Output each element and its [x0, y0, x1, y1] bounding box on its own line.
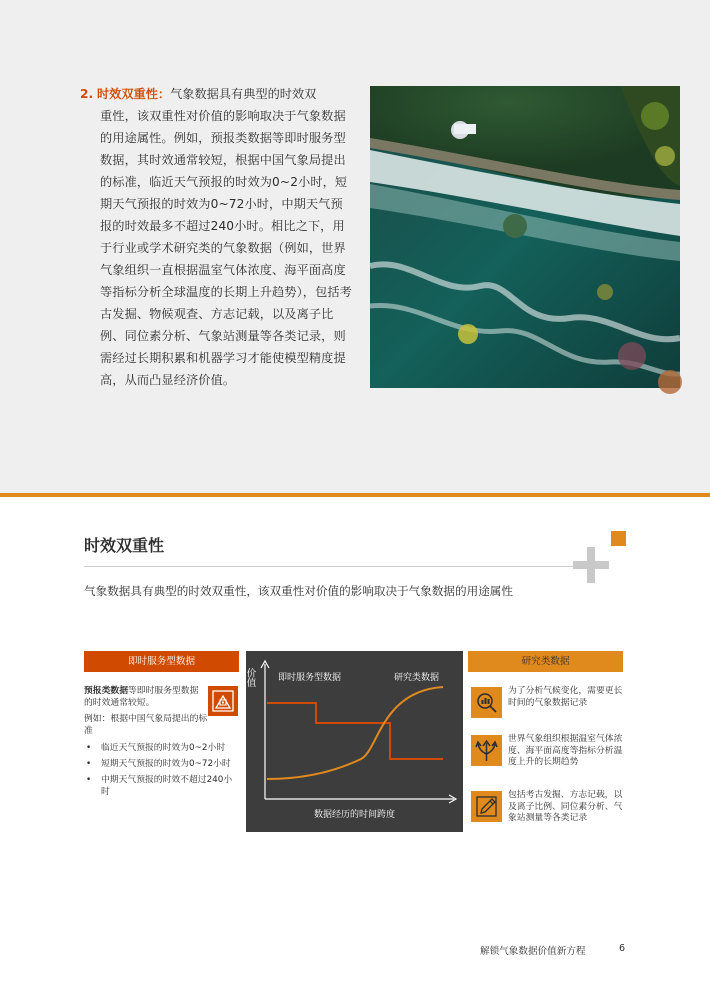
footer-title: 解锁气象数据价值新方程: [480, 946, 586, 957]
orange-square-decoration: [611, 531, 626, 546]
immediate-data-step-line: [267, 703, 443, 759]
immediate-data-example: 例如：根据中国气象局提出的标准: [84, 714, 208, 736]
immediate-data-lead-rest: 等即时服务型数据的时效通常较短。: [84, 686, 199, 708]
chart-legend-research: 研究类数据: [394, 673, 440, 683]
research-data-curve: [267, 687, 443, 779]
bullet-item: • 短期天气预报的时效为0~72小时: [84, 758, 239, 770]
chart-x-label: 数据经历的时间跨度: [314, 810, 396, 820]
plus-decoration-vertical: [587, 547, 595, 583]
immediate-data-lead-bold: 预报类数据: [84, 686, 128, 696]
immediate-data-header: 即时服务型数据: [84, 651, 239, 672]
infographic-title: 时效双重性: [84, 536, 165, 555]
orange-divider: [0, 493, 710, 497]
infographic-subtitle: 气象数据具有典型的时效双重性，该双重性对价值的影响取决于气象数据的用途属性: [84, 584, 513, 598]
section-heading: [80, 83, 352, 105]
chart-legend-immediate: 即时服务型数据: [278, 673, 342, 683]
pencil-edit-icon: [471, 791, 502, 822]
timeliness-value-chart: [246, 651, 463, 832]
bullet-item: • 中期天气预报的时效不超过240小时: [84, 774, 239, 798]
section-number: 2.: [80, 87, 94, 101]
section-lead-line: 气象数据具有典型的时效双: [170, 87, 317, 101]
title-underline: [84, 566, 606, 567]
chart-y-label: 价值: [244, 668, 256, 687]
chart-magnifier-icon: [471, 687, 502, 718]
diverging-arrows-icon: [471, 735, 502, 766]
aerial-river-weir-photo: [370, 86, 680, 388]
bullet-item: • 临近天气预报的时效为0~2小时: [84, 742, 239, 754]
forecast-warning-icon: [208, 686, 238, 716]
immediate-data-bullets: [84, 742, 239, 802]
research-item-text: 为了分析气候变化，需要更长时间的气象数据记录: [508, 686, 623, 708]
research-data-header: 研究类数据: [468, 651, 623, 672]
research-item-text: 世界气象组织根据温室气体浓度、海平面高度等指标分析温度上升的长期趋势: [508, 734, 623, 767]
page-number: 6: [619, 943, 626, 954]
immediate-data-lead: [84, 685, 202, 709]
section-body-text: 重性，该双重性对价值的影响取决于气象数据的用途属性。例如，预报类数据等即时服务型数据，其时效通常较短，根据中国气象局提出的标准，临近天气预报的时效为0~2小时，短期天气预报的时效为0~72小时，中期天气预报的时效最多不超过240小时。相比之下，用于行业或学术研究类的气象数据（例如，世界气象组织一直根据温室气体浓度、海平面高度等指标分析全球温度的长期上升趋势），包括考古发掘、物候观查、方志记载，以及离子比例、同位素分析、气象站测量等各类记录，则需经过长期积累和机器学习才能使模型精度提高，从而凸显经济价值。: [100, 109, 352, 387]
research-item-text: 包括考古发掘、方志记载，以及离子比例、同位素分析、气象站测量等各类记录: [508, 790, 623, 823]
section-title: 时效双重性：: [97, 87, 171, 101]
